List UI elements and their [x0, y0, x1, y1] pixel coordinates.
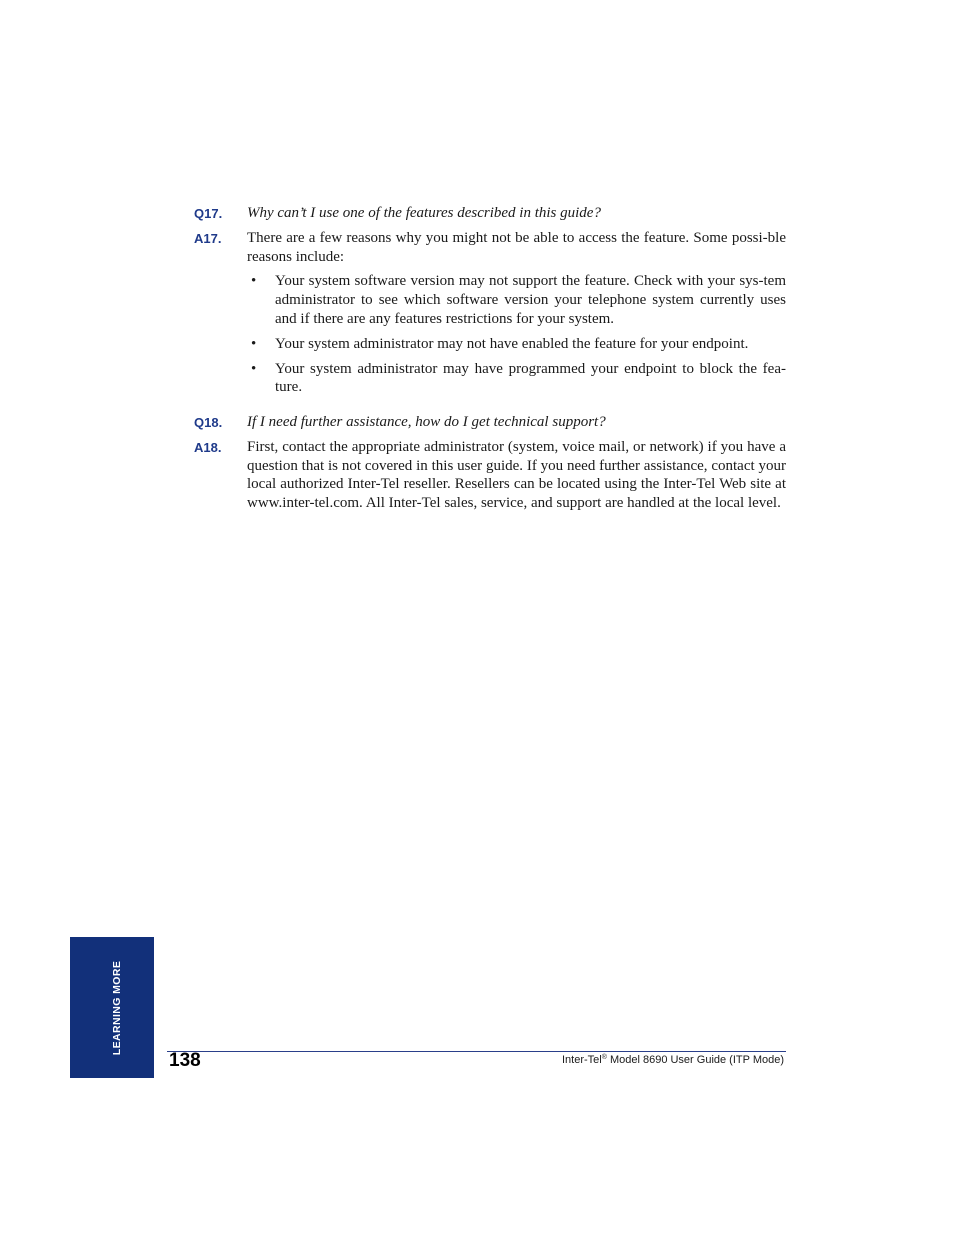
bullet-glyph: • [251, 335, 257, 352]
bullet-text: Your system administrator may have programmed your endpoint to block the fea-ture. [275, 360, 786, 396]
footer-rule [167, 1051, 786, 1052]
bullet-glyph: • [251, 360, 257, 377]
question-label-18: Q18. [194, 415, 223, 430]
question-text-17: Why can’t I use one of the features described in this guide? [247, 205, 601, 221]
bullet-text: Your system administrator may not have enabled the feature for your endpoint. [275, 335, 749, 352]
bullet-text: Your system software version may not support the feature. Check with your sys-tem administrator to see which software version your telephone system currently uses and if there are any features restrictions for your system. [275, 273, 786, 327]
footer-title [562, 1054, 784, 1066]
question-label-17: Q17. [194, 206, 223, 221]
answer-label-18: A18. [194, 439, 222, 455]
answer-label-17: A17. [194, 230, 222, 246]
section-side-tab-label: LEARNING MORE [111, 960, 123, 1056]
footer-title-rest: Model 8690 User Guide (ITP Mode) [606, 1054, 784, 1066]
faq-item-18 [194, 413, 786, 513]
footer-brand: Inter-Tel [561, 1054, 602, 1066]
list-item [247, 272, 786, 328]
question-17 [194, 204, 786, 223]
registered-mark: ® [601, 1054, 607, 1061]
list-item [247, 360, 786, 398]
faq-item-17 [194, 204, 786, 403]
bullet-list [247, 272, 786, 397]
answer-text-18: First, contact the appropriate administrator (system, voice mail, or network) if you have a question that is not covered in this user guide. If you need further assistance, contact your local authorized Inter-Tel reseller. Resellers can be located using the Inter-Tel Web site at www.inter-tel.com. All Inter-Tel sales, service, and support are handled at the local level. [247, 438, 786, 512]
list-item [247, 335, 786, 354]
question-18 [194, 413, 786, 432]
answer-text-17: There are a few reasons why you might not be able to access the feature. Some possi-ble reasons include: [247, 229, 786, 265]
question-text-18: If I need further assistance, how do I get technical support? [247, 414, 606, 430]
answer-17 [194, 229, 786, 397]
answer-18 [194, 438, 786, 513]
page-number: 138 [169, 1050, 201, 1071]
bullet-glyph: • [251, 273, 257, 290]
